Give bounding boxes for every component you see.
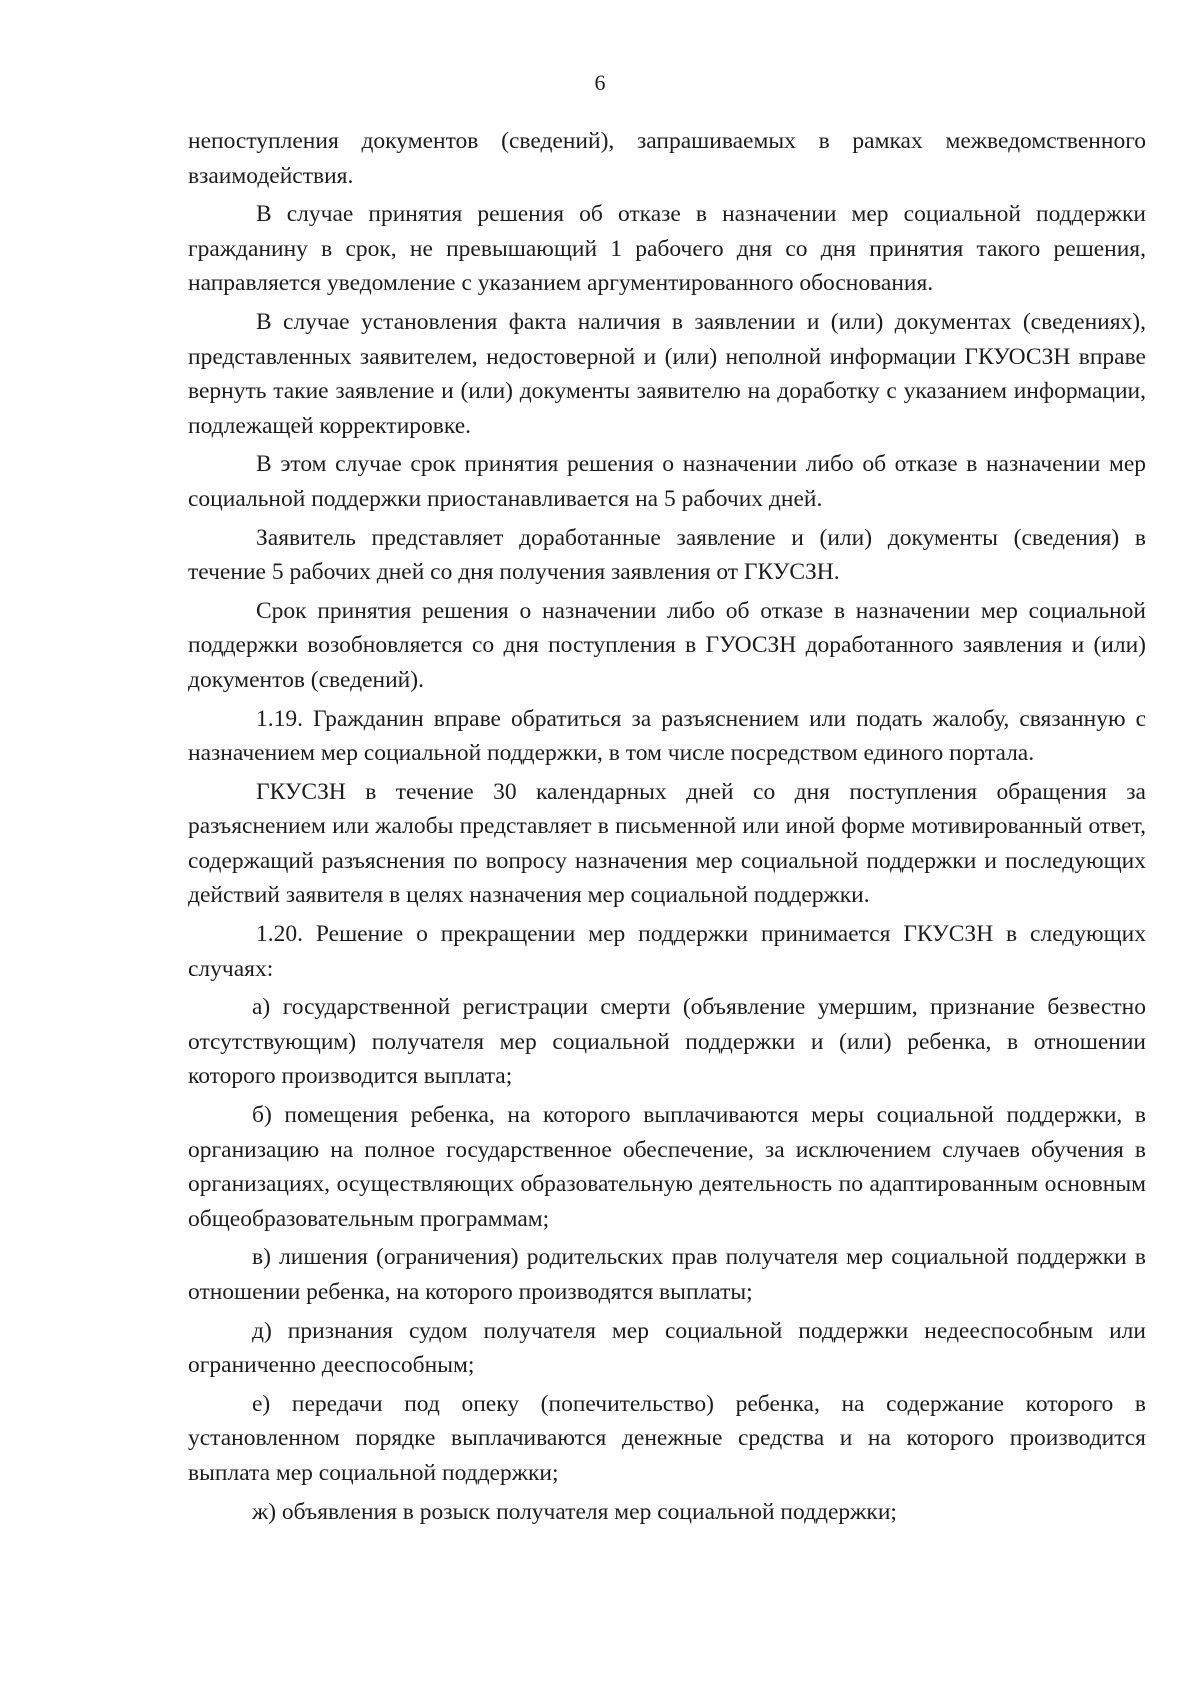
list-item-d: д) признания судом получателя мер социальной поддержки недееспособным или ограниченно дееспособным; xyxy=(188,1317,1146,1379)
list-item-e: е) передачи под опеку (попечительство) ребенка, на содержание которого в установленном порядке выплачиваются денежные средства и на которого производится выплата мер социальной поддержки; xyxy=(188,1390,1146,1486)
list-item-zh: ж) объявления в розыск получателя мер социальной поддержки; xyxy=(252,1498,897,1525)
paragraph-continuation: непоступления документов (сведений), запрашиваемых в рамках межведомственного взаимодействия. xyxy=(188,128,1146,189)
paragraph-term-suspension: В этом случае срок принятия решения о назначении либо об отказе в назначении мер социальной поддержки приостанавливается на 5 рабочих дней. xyxy=(188,451,1146,512)
clause-1-19: 1.19. Гражданин вправе обратиться за разъяснением или подать жалобу, связанную с назначением мер социальной поддержки, в том числе посредством единого портала. xyxy=(188,705,1146,767)
list-item-b: б) помещения ребенка, на которого выплачиваются меры социальной поддержки, в организацию на полное государственное обеспечение, за исключением случаев обучения в организациях, осуществляющих образовательную деятельность по адаптированным основным общеобразовательным программам; xyxy=(188,1102,1146,1232)
paragraph-refusal-notice: В случае принятия решения об отказе в назначении мер социальной поддержки гражданину в срок, не превышающий 1 рабочего дня со дня принятия такого решения, направляется уведомление с указанием аргументированного обоснования. xyxy=(188,201,1146,297)
paragraph-applicant-resubmission: Заявитель представляет доработанные заявление и (или) документы (сведения) в течение 5 рабочих дней со дня получения заявления от ГКУСЗН. xyxy=(188,524,1146,586)
paragraph-term-resumption: Срок принятия решения о назначении либо об отказе в назначении мер социальной поддержки возобновляется со дня поступления в ГУОСЗН доработанного заявления и (или) документов (сведений). xyxy=(188,597,1146,693)
page-number: 6 xyxy=(594,70,606,95)
paragraph-response-term: ГКУСЗН в течение 30 календарных дней со дня поступления обращения за разъяснением или жалобы представляет в письменной или иной форме мотивированный ответ, содержащий разъяснения по вопросу назначения мер социальной поддержки и последующих действий заявителя в целях назначения мер социальной поддержки. xyxy=(188,778,1146,909)
paragraph-return-for-revision: В случае установления факта наличия в заявлении и (или) документах (сведениях), представленных заявителем, недостоверной и (или) неполной информации ГКУОСЗН вправе вернуть такие заявление и (или) документы заявителю на доработку с указанием информации, подлежащей корректировке. xyxy=(188,308,1146,439)
list-item-a: а) государственной регистрации смерти (объявление умершим, признание безвестно отсутствующим) получателя мер социальной поддержки и (или) ребенка, в отношении которого производится выплата; xyxy=(188,994,1146,1090)
clause-1-20: 1.20. Решение о прекращении мер поддержки принимается ГКУСЗН в следующих случаях: xyxy=(188,921,1146,982)
list-item-v: в) лишения (ограничения) родительских прав получателя мер социальной поддержки в отношении ребенка, на которого производятся выплаты; xyxy=(188,1244,1146,1305)
document-body xyxy=(188,124,1146,1533)
